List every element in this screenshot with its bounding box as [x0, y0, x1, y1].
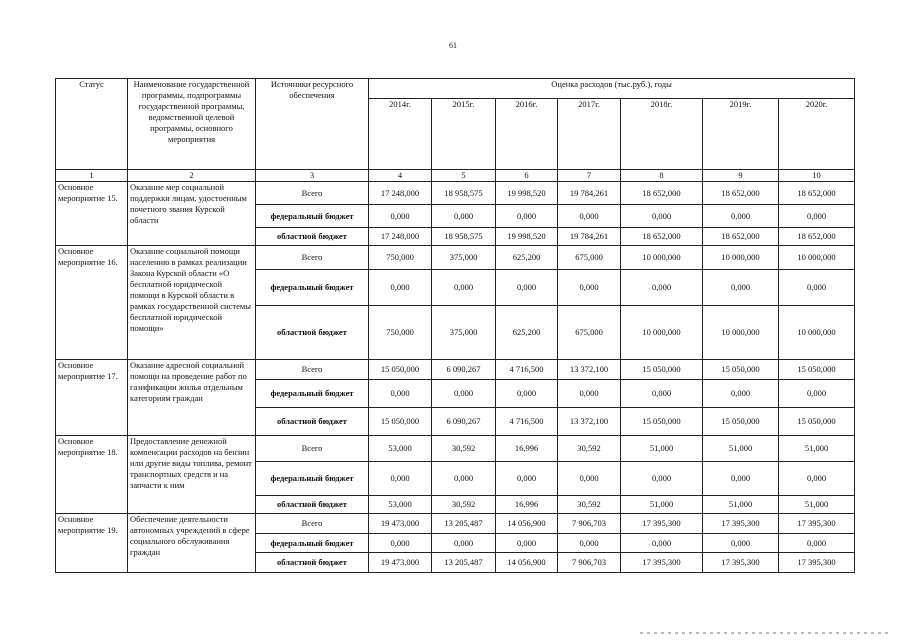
column-number: 4	[369, 170, 432, 182]
value-cell: 0,000	[369, 462, 432, 496]
column-number: 8	[621, 170, 703, 182]
value-cell: 0,000	[558, 462, 621, 496]
source-cell: федеральный бюджет	[256, 270, 369, 306]
page-number: 61	[449, 41, 457, 50]
value-cell: 13 372,100	[558, 360, 621, 380]
measure-name: Оказание социальной помощи населению в рамках реализации Закона Курской области «О бесплатной юридической помощи в Курской области в рамках государственной системы бесплатной юридической помощи»	[128, 246, 256, 360]
value-cell: 0,000	[369, 205, 432, 228]
value-cell: 17 395,300	[779, 514, 855, 534]
source-cell: Всего	[256, 182, 369, 205]
value-cell: 15 050,000	[779, 408, 855, 436]
measure-name: Обеспечение деятельности автономных учреждений в сфере социального обслуживания граждан	[128, 514, 256, 573]
value-cell: 13 205,487	[432, 553, 496, 573]
value-cell: 18 958,575	[432, 228, 496, 246]
column-number: 1	[56, 170, 128, 182]
value-cell: 18 652,000	[621, 182, 703, 205]
value-cell: 19 998,520	[496, 182, 558, 205]
measure-block	[56, 246, 855, 360]
value-cell: 625,200	[496, 246, 558, 270]
source-cell: федеральный бюджет	[256, 380, 369, 408]
measure-status: Основное мероприятие 18.	[56, 436, 128, 514]
value-cell: 0,000	[496, 534, 558, 553]
source-cell: областной бюджет	[256, 228, 369, 246]
header-name: Наименование государственной программы, подпрограммы государственной программы, ведомственной целевой программы, основного мероприятия	[128, 79, 256, 170]
value-cell: 10 000,000	[703, 306, 779, 360]
column-number: 10	[779, 170, 855, 182]
header-year: 2016г.	[496, 99, 558, 170]
measure-status: Основное мероприятие 17.	[56, 360, 128, 436]
value-cell: 51,000	[621, 436, 703, 462]
value-cell: 0,000	[432, 462, 496, 496]
value-cell: 51,000	[779, 436, 855, 462]
column-number: 3	[256, 170, 369, 182]
measure-name: Оказание адресной социальной помощи на проведение работ по газификации жилья отдельным категориям граждан	[128, 360, 256, 436]
value-cell: 14 056,900	[496, 514, 558, 534]
value-cell: 19 473,000	[369, 514, 432, 534]
scan-artifact	[640, 632, 890, 634]
value-cell: 7 906,703	[558, 553, 621, 573]
value-cell: 0,000	[496, 270, 558, 306]
header-year: 2014г.	[369, 99, 432, 170]
value-cell: 15 050,000	[779, 360, 855, 380]
column-number: 2	[128, 170, 256, 182]
column-number: 5	[432, 170, 496, 182]
value-cell: 15 050,000	[621, 360, 703, 380]
value-cell: 10 000,000	[779, 306, 855, 360]
value-cell: 0,000	[621, 270, 703, 306]
value-cell: 18 652,000	[703, 182, 779, 205]
value-cell: 0,000	[621, 380, 703, 408]
value-cell: 14 056,900	[496, 553, 558, 573]
source-cell: областной бюджет	[256, 553, 369, 573]
value-cell: 0,000	[369, 270, 432, 306]
source-cell: федеральный бюджет	[256, 534, 369, 553]
value-cell: 6 090,267	[432, 408, 496, 436]
measure-status: Основное мероприятие 16.	[56, 246, 128, 360]
value-cell: 30,592	[432, 496, 496, 514]
value-cell: 0,000	[621, 534, 703, 553]
value-cell: 13 372,100	[558, 408, 621, 436]
source-cell: Всего	[256, 436, 369, 462]
source-cell: федеральный бюджет	[256, 462, 369, 496]
measure-block	[56, 182, 855, 246]
value-cell: 675,000	[558, 306, 621, 360]
value-cell: 16,996	[496, 496, 558, 514]
source-cell: Всего	[256, 360, 369, 380]
value-cell: 51,000	[703, 496, 779, 514]
value-cell: 15 050,000	[703, 360, 779, 380]
header-year: 2018г.	[621, 99, 703, 170]
value-cell: 0,000	[558, 270, 621, 306]
value-cell: 16,996	[496, 436, 558, 462]
value-cell: 15 050,000	[703, 408, 779, 436]
column-number: 6	[496, 170, 558, 182]
value-cell: 0,000	[432, 270, 496, 306]
value-cell: 17 395,300	[703, 553, 779, 573]
value-cell: 0,000	[369, 380, 432, 408]
value-cell: 4 716,500	[496, 408, 558, 436]
source-cell: Всего	[256, 514, 369, 534]
value-cell: 19 998,520	[496, 228, 558, 246]
value-cell: 0,000	[703, 462, 779, 496]
value-cell: 0,000	[496, 380, 558, 408]
value-cell: 0,000	[432, 534, 496, 553]
value-cell: 13 205,487	[432, 514, 496, 534]
source-cell: областной бюджет	[256, 408, 369, 436]
value-cell: 7 906,703	[558, 514, 621, 534]
column-number: 9	[703, 170, 779, 182]
value-cell: 51,000	[621, 496, 703, 514]
header-sources: Источники ресурсного обеспечения	[256, 79, 369, 170]
header-year: 2015г.	[432, 99, 496, 170]
header-status: Статус	[56, 79, 128, 170]
value-cell: 0,000	[558, 534, 621, 553]
measure-name: Оказание мер социальной поддержки лицам, удостоенным почетного звания Курской области	[128, 182, 256, 246]
value-cell: 0,000	[432, 380, 496, 408]
value-cell: 53,000	[369, 496, 432, 514]
value-cell: 0,000	[496, 462, 558, 496]
value-cell: 19 784,261	[558, 228, 621, 246]
value-cell: 10 000,000	[621, 306, 703, 360]
value-cell: 30,592	[432, 436, 496, 462]
value-cell: 18 652,000	[779, 182, 855, 205]
value-cell: 15 050,000	[369, 408, 432, 436]
value-cell: 0,000	[621, 205, 703, 228]
measure-status: Основное мероприятие 19.	[56, 514, 128, 573]
value-cell: 0,000	[703, 205, 779, 228]
expenses-table	[55, 78, 855, 573]
value-cell: 19 784,261	[558, 182, 621, 205]
value-cell: 0,000	[621, 462, 703, 496]
value-cell: 53,000	[369, 436, 432, 462]
value-cell: 0,000	[558, 205, 621, 228]
table-head	[56, 79, 855, 182]
value-cell: 10 000,000	[779, 246, 855, 270]
column-number: 7	[558, 170, 621, 182]
value-cell: 0,000	[779, 270, 855, 306]
value-cell: 4 716,500	[496, 360, 558, 380]
measure-block	[56, 436, 855, 514]
source-cell: областной бюджет	[256, 496, 369, 514]
value-cell: 19 473,000	[369, 553, 432, 573]
value-cell: 51,000	[703, 436, 779, 462]
value-cell: 0,000	[496, 205, 558, 228]
value-cell: 0,000	[779, 534, 855, 553]
value-cell: 18 652,000	[621, 228, 703, 246]
value-cell: 750,000	[369, 246, 432, 270]
value-cell: 6 090,267	[432, 360, 496, 380]
value-cell: 17 395,300	[703, 514, 779, 534]
value-cell: 0,000	[369, 534, 432, 553]
value-cell: 10 000,000	[621, 246, 703, 270]
value-cell: 0,000	[779, 205, 855, 228]
measure-block	[56, 514, 855, 573]
value-cell: 15 050,000	[621, 408, 703, 436]
source-cell: областной бюджет	[256, 306, 369, 360]
header-expenses: Оценка расходов (тыс.руб.), годы	[369, 79, 855, 99]
value-cell: 30,592	[558, 436, 621, 462]
value-cell: 30,592	[558, 496, 621, 514]
value-cell: 625,200	[496, 306, 558, 360]
value-cell: 750,000	[369, 306, 432, 360]
value-cell: 17 395,300	[621, 514, 703, 534]
measure-status: Основное мероприятие 15.	[56, 182, 128, 246]
value-cell: 17 395,300	[621, 553, 703, 573]
value-cell: 10 000,000	[703, 246, 779, 270]
value-cell: 18 958,575	[432, 182, 496, 205]
value-cell: 17 248,000	[369, 228, 432, 246]
value-cell: 0,000	[703, 270, 779, 306]
value-cell: 375,000	[432, 246, 496, 270]
value-cell: 17 395,300	[779, 553, 855, 573]
value-cell: 18 652,000	[779, 228, 855, 246]
header-year: 2017г.	[558, 99, 621, 170]
value-cell: 0,000	[703, 380, 779, 408]
measure-block	[56, 360, 855, 436]
header-year: 2019г.	[703, 99, 779, 170]
value-cell: 51,000	[779, 496, 855, 514]
source-cell: федеральный бюджет	[256, 205, 369, 228]
header-year: 2020г.	[779, 99, 855, 170]
value-cell: 0,000	[779, 380, 855, 408]
value-cell: 18 652,000	[703, 228, 779, 246]
source-cell: Всего	[256, 246, 369, 270]
value-cell: 375,000	[432, 306, 496, 360]
value-cell: 15 050,000	[369, 360, 432, 380]
value-cell: 0,000	[558, 380, 621, 408]
value-cell: 675,000	[558, 246, 621, 270]
value-cell: 0,000	[703, 534, 779, 553]
measure-name: Предоставление денежной компенсации расходов на бензин или другие виды топлива, ремонт транспортных средств и на запчасти к ним	[128, 436, 256, 514]
value-cell: 0,000	[432, 205, 496, 228]
value-cell: 0,000	[779, 462, 855, 496]
value-cell: 17 248,000	[369, 182, 432, 205]
